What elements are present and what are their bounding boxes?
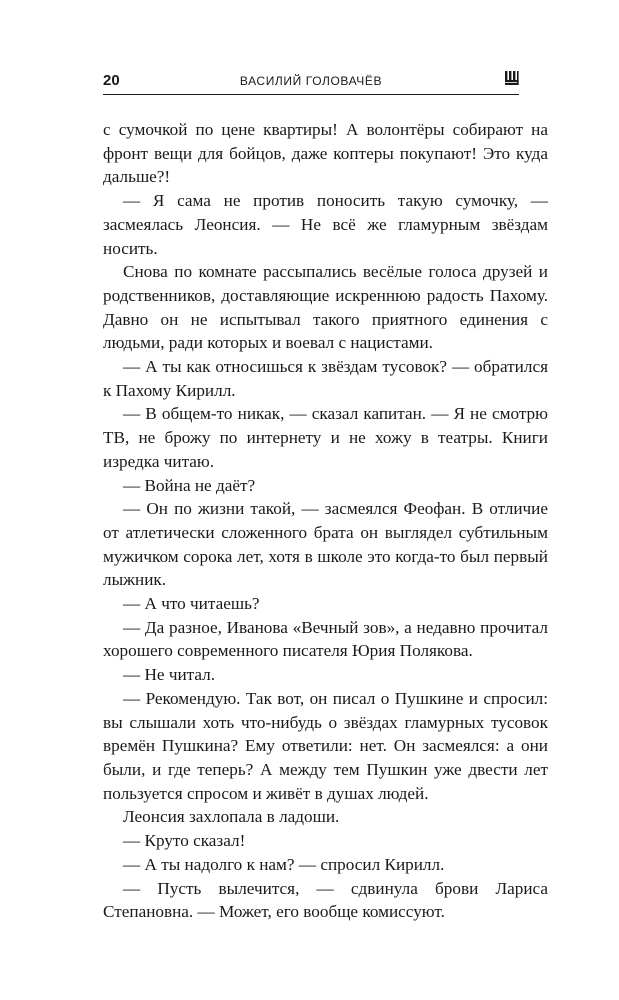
paragraph: — Я сама не против поносить такую сумочку, — засмеялась Леонсия. — Не всё же гламурным звёздам носить. bbox=[103, 191, 548, 258]
paragraph: — Не читал. bbox=[123, 665, 216, 685]
publisher-logo-icon bbox=[504, 70, 519, 86]
paragraph: — А ты как относишься к звёздам тусовок? — обратился к Пахому Кирилл. bbox=[103, 357, 548, 400]
running-head: ВАСИЛИЙ ГОЛОВАЧЁВ bbox=[239, 74, 383, 88]
paragraph: Леонсия захлопала в ладоши. bbox=[123, 807, 340, 827]
paragraph: Снова по комнате рассыпались весёлые голоса друзей и родственников, доставляющие искреннюю радость Пахому. Давно он не испытывал такого приятного единения с людьми, ради которых и воевал с нацистами. bbox=[103, 262, 548, 353]
page-number: 20 bbox=[103, 72, 120, 89]
header-rule bbox=[103, 94, 519, 95]
paragraph: с сумочкой по цене квартиры! А волонтёры собирают на фронт вещи для бойцов, даже коптеры покупают! Это куда дальше?! bbox=[103, 120, 548, 187]
paragraph: — Пусть вылечится, — сдвинула брови Лариса Степановна. — Может, его вообще комиссуют. bbox=[103, 878, 548, 922]
paragraph: — Круто сказал! bbox=[123, 831, 246, 851]
paragraph: — Да разное, Иванова «Вечный зов», а недавно прочитал хорошего современного писателя Юрия Полякова. bbox=[103, 617, 548, 661]
paragraph: — А что читаешь? bbox=[123, 594, 260, 614]
paragraph: — А ты надолго к нам? — спросил Кирилл. bbox=[123, 854, 445, 874]
paragraph: — Война не даёт? bbox=[123, 475, 256, 495]
page-header bbox=[103, 70, 519, 92]
paragraph: — Он по жизни такой, — засмеялся Феофан. В отличие от атлетически сложенного брата он выглядел субтильным мужичком сорока лет, хотя в школе это когда-то был первый лыжник. bbox=[103, 499, 548, 590]
text-body bbox=[103, 118, 548, 924]
paragraph: — В общем-то никак, — сказал капитан. — Я не смотрю ТВ, не брожу по интернету и не хожу в театры. Книги изредка читаю. bbox=[103, 404, 548, 471]
paragraph: — Рекомендую. Так вот, он писал о Пушкине и спросил: вы слышали хоть что-нибудь о звёздах гламурных тусовок времён Пушкина? Ему ответили: нет. Он засмеялся: а они были, и где теперь? А между тем Пушкин уже двести лет пользуется спросом и живёт в душах людей. bbox=[103, 688, 548, 803]
